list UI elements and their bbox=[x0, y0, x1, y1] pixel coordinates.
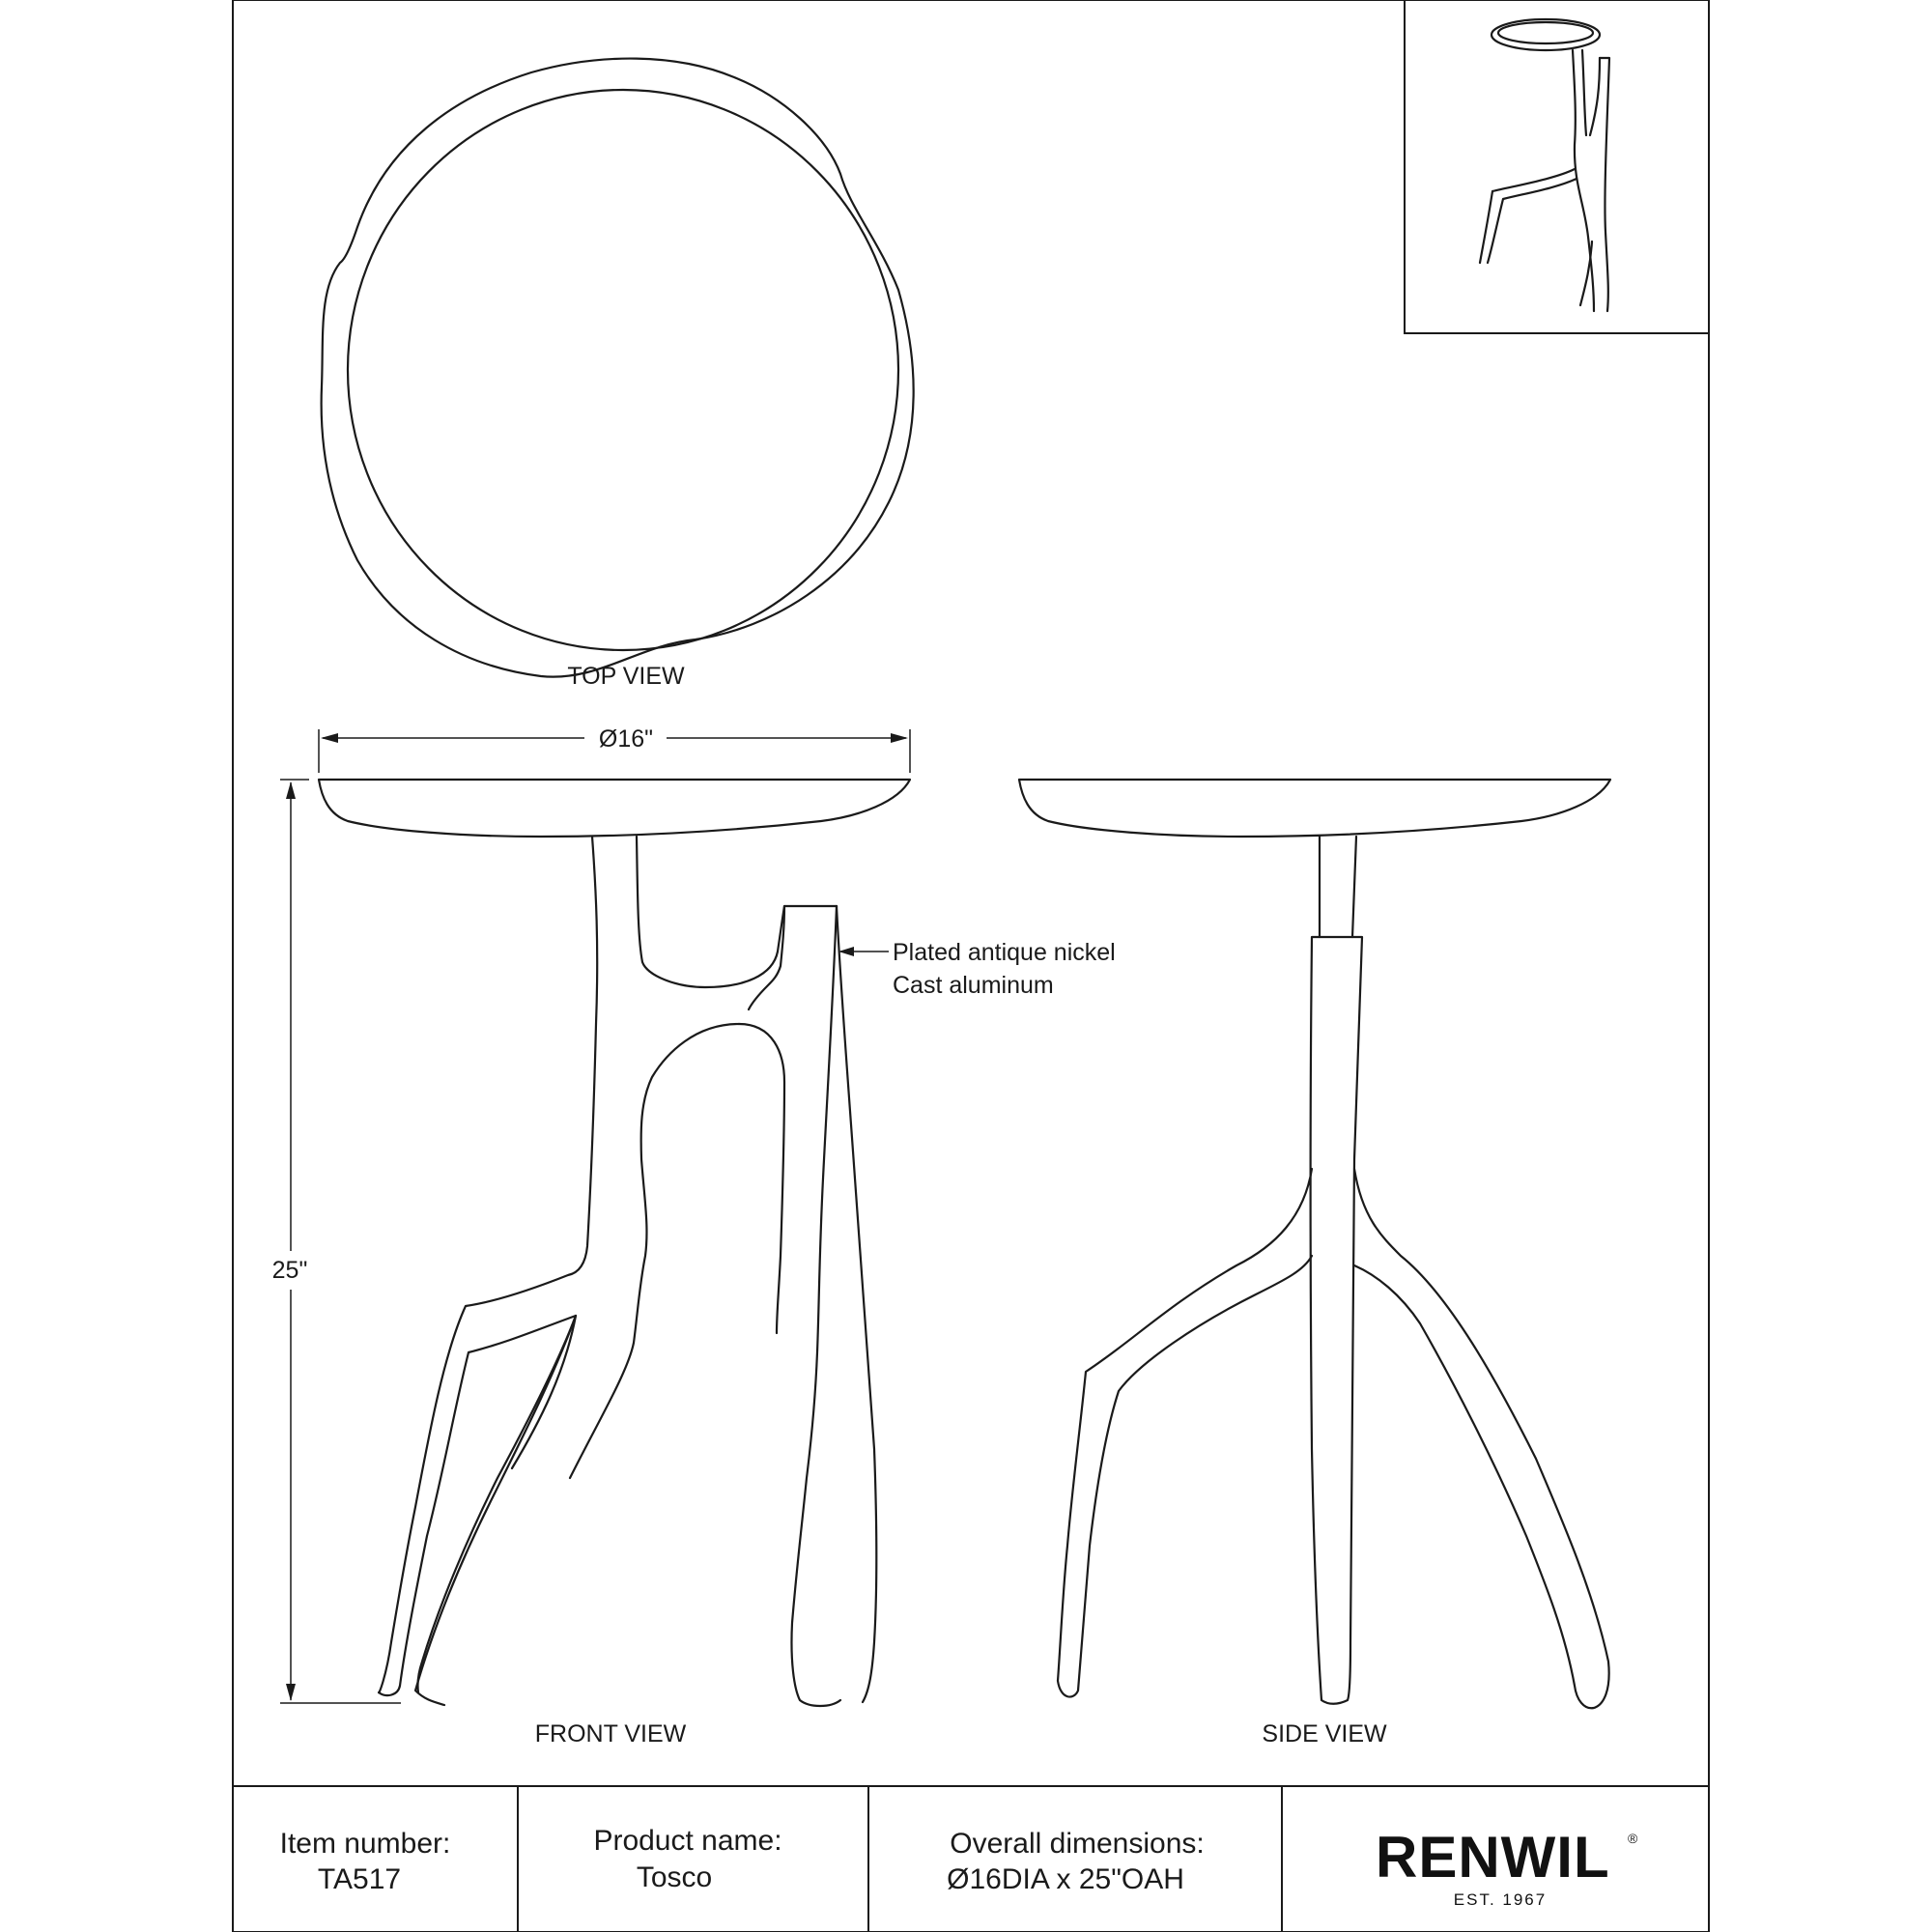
renwil-logo bbox=[1376, 1825, 1638, 1909]
product-name-label: Product name: bbox=[593, 1825, 782, 1857]
front-view-label: FRONT VIEW bbox=[534, 1720, 687, 1747]
sheet-border bbox=[233, 0, 1709, 1932]
brand-registered-mark: ® bbox=[1628, 1831, 1638, 1846]
brand-name: RENWIL bbox=[1376, 1825, 1610, 1889]
front-view-drawing bbox=[319, 780, 910, 1706]
overall-dimensions-value: Ø16DIA x 25"OAH bbox=[947, 1863, 1184, 1895]
height-label: 25" bbox=[271, 1257, 308, 1284]
side-view-label: SIDE VIEW bbox=[1262, 1720, 1387, 1747]
top-view-drawing bbox=[322, 59, 914, 677]
material-callout bbox=[838, 947, 889, 956]
brand-tagline: EST. 1967 bbox=[1453, 1890, 1548, 1909]
product-name-value: Tosco bbox=[636, 1861, 713, 1893]
side-view-drawing bbox=[1019, 780, 1610, 1708]
perspective-thumbnail bbox=[1405, 0, 1709, 333]
item-number-value: TA517 bbox=[317, 1863, 402, 1895]
callout-material: Cast aluminum bbox=[893, 972, 1054, 999]
height-dimension bbox=[280, 780, 401, 1703]
top-view-label: TOP VIEW bbox=[567, 663, 685, 690]
callout-finish: Plated antique nickel bbox=[893, 939, 1116, 966]
item-number-label: Item number: bbox=[279, 1828, 451, 1860]
overall-dimensions-label: Overall dimensions: bbox=[950, 1828, 1205, 1860]
diameter-label: Ø16" bbox=[598, 725, 654, 753]
